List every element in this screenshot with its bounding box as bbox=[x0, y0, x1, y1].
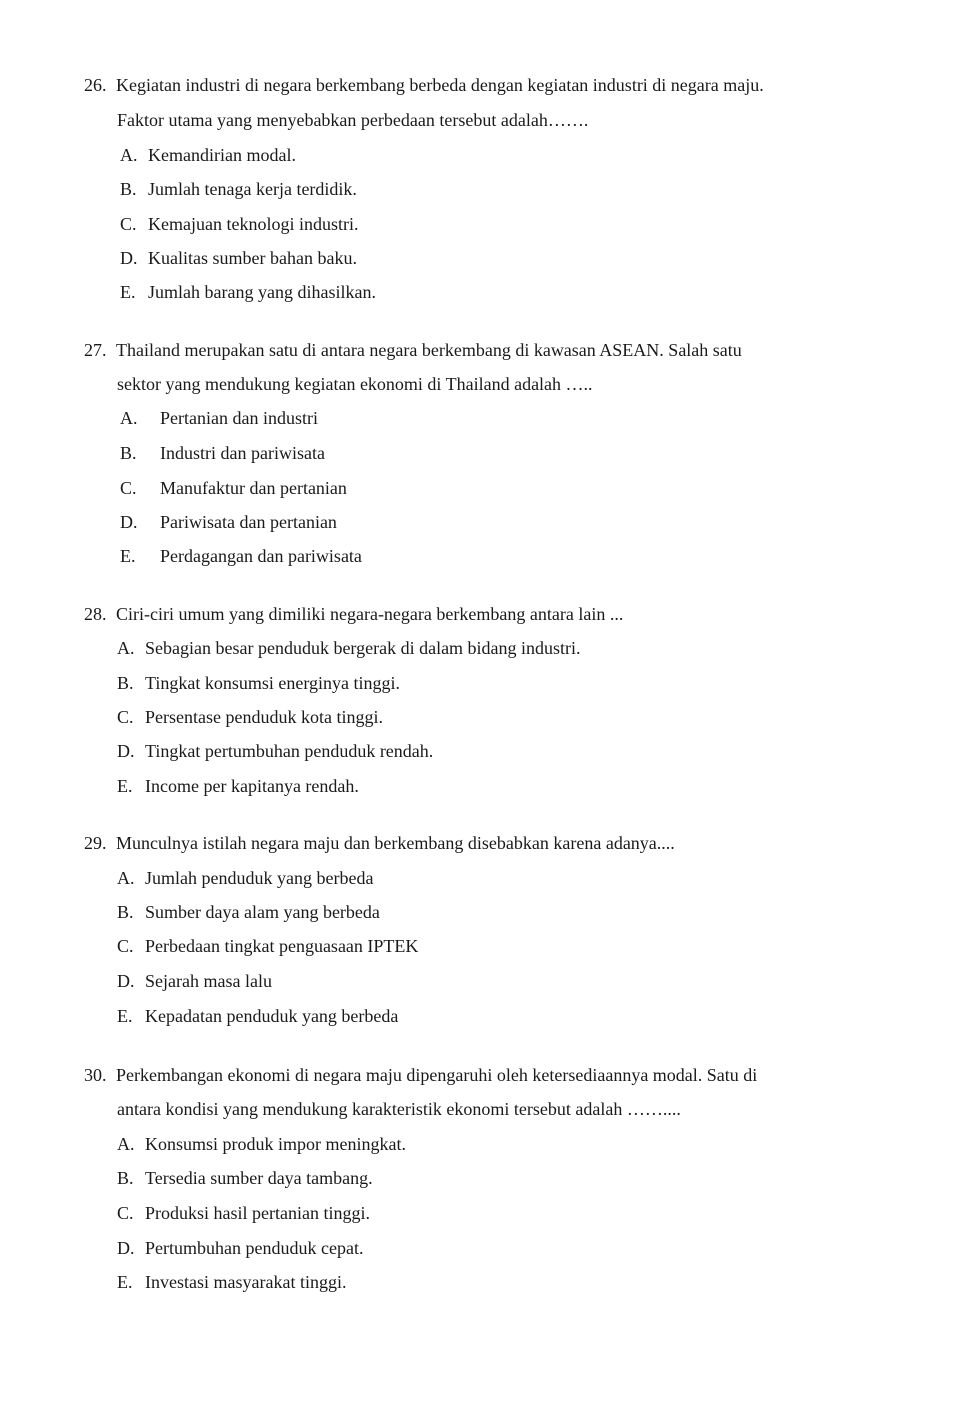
option-letter: C. bbox=[117, 936, 134, 956]
question-26-line2: Faktor utama yang menyebabkan perbedaan tersebut adalah……. bbox=[117, 110, 589, 130]
question-30-line1 bbox=[84, 1064, 757, 1086]
option-text: Kualitas sumber bahan baku. bbox=[148, 248, 357, 268]
option-letter: D. bbox=[117, 971, 135, 991]
option-text: Kemandirian modal. bbox=[148, 145, 296, 165]
option-letter: C. bbox=[117, 707, 134, 727]
option-29-d bbox=[117, 970, 272, 992]
option-text: Income per kapitanya rendah. bbox=[145, 776, 359, 796]
option-text: Pertumbuhan penduduk cepat. bbox=[145, 1238, 364, 1258]
option-text: Investasi masyarakat tinggi. bbox=[145, 1272, 347, 1292]
option-29-c bbox=[117, 935, 418, 957]
option-text: Pertanian dan industri bbox=[160, 408, 318, 428]
option-30-a bbox=[117, 1133, 406, 1155]
option-text: Jumlah barang yang dihasilkan. bbox=[148, 282, 376, 302]
question-number: 27. bbox=[84, 340, 107, 360]
option-letter: E. bbox=[117, 1272, 133, 1292]
option-letter: A. bbox=[117, 868, 135, 888]
option-letter: E. bbox=[120, 546, 136, 566]
option-letter: D. bbox=[120, 512, 138, 532]
question-27-line2: sektor yang mendukung kegiatan ekonomi di Thailand adalah ….. bbox=[117, 374, 593, 394]
option-30-c bbox=[117, 1202, 370, 1224]
question-number: 28. bbox=[84, 604, 107, 624]
option-text: Kemajuan teknologi industri. bbox=[148, 214, 359, 234]
option-letter: B. bbox=[120, 443, 137, 463]
option-text: Persentase penduduk kota tinggi. bbox=[145, 707, 383, 727]
option-26-a bbox=[120, 144, 296, 166]
option-text: Kepadatan penduduk yang berbeda bbox=[145, 1006, 399, 1026]
question-28-line1 bbox=[84, 603, 623, 625]
option-letter: A. bbox=[117, 1134, 135, 1154]
option-letter: C. bbox=[120, 214, 137, 234]
option-text: Jumlah tenaga kerja terdidik. bbox=[148, 179, 357, 199]
option-letter: D. bbox=[117, 1238, 135, 1258]
option-28-b bbox=[117, 672, 400, 694]
option-letter: B. bbox=[117, 673, 134, 693]
option-text: Sumber daya alam yang berbeda bbox=[145, 902, 380, 922]
option-letter: B. bbox=[117, 902, 134, 922]
option-26-e bbox=[120, 281, 376, 303]
option-letter: E. bbox=[117, 776, 133, 796]
question-30-line2: antara kondisi yang mendukung karakteristik ekonomi tersebut adalah …….... bbox=[117, 1099, 681, 1119]
option-text: Sejarah masa lalu bbox=[145, 971, 272, 991]
option-text: Industri dan pariwisata bbox=[160, 443, 325, 463]
option-text: Pariwisata dan pertanian bbox=[160, 512, 337, 532]
question-26-line1 bbox=[84, 74, 764, 96]
option-text: Konsumsi produk impor meningkat. bbox=[145, 1134, 406, 1154]
option-text: Produksi hasil pertanian tinggi. bbox=[145, 1203, 370, 1223]
option-text: Tingkat pertumbuhan penduduk rendah. bbox=[145, 741, 434, 761]
question-text: Munculnya istilah negara maju dan berkembang disebabkan karena adanya.... bbox=[116, 833, 675, 853]
option-27-c bbox=[120, 477, 347, 499]
option-28-e bbox=[117, 775, 359, 797]
option-letter: A. bbox=[120, 145, 138, 165]
option-text: Manufaktur dan pertanian bbox=[160, 478, 347, 498]
option-text: Perdagangan dan pariwisata bbox=[160, 546, 362, 566]
option-29-b bbox=[117, 901, 380, 923]
option-27-a bbox=[120, 407, 318, 429]
option-29-a bbox=[117, 867, 373, 889]
option-letter: E. bbox=[120, 282, 136, 302]
option-text: Sebagian besar penduduk bergerak di dalam bidang industri. bbox=[145, 638, 581, 658]
option-26-b bbox=[120, 178, 357, 200]
option-27-d bbox=[120, 511, 337, 533]
question-number: 29. bbox=[84, 833, 107, 853]
option-letter: C. bbox=[120, 478, 137, 498]
question-text: Thailand merupakan satu di antara negara berkembang di kawasan ASEAN. Salah satu bbox=[116, 340, 742, 360]
question-27-line1 bbox=[84, 339, 742, 361]
option-26-d bbox=[120, 247, 357, 269]
option-letter: B. bbox=[120, 179, 137, 199]
option-30-b bbox=[117, 1167, 373, 1189]
question-text: Kegiatan industri di negara berkembang berbeda dengan kegiatan industri di negara maju. bbox=[116, 75, 764, 95]
question-text: Ciri-ciri umum yang dimiliki negara-negara berkembang antara lain ... bbox=[116, 604, 624, 624]
option-28-c bbox=[117, 706, 383, 728]
option-text: Tingkat konsumsi energinya tinggi. bbox=[145, 673, 401, 693]
option-text: Perbedaan tingkat penguasaan IPTEK bbox=[145, 936, 419, 956]
option-letter: B. bbox=[117, 1168, 134, 1188]
option-text: Jumlah penduduk yang berbeda bbox=[145, 868, 374, 888]
question-number: 26. bbox=[84, 75, 107, 95]
option-27-e bbox=[120, 545, 362, 567]
option-28-d bbox=[117, 740, 433, 762]
option-28-a bbox=[117, 637, 581, 659]
option-letter: C. bbox=[117, 1203, 134, 1223]
option-27-b bbox=[120, 442, 325, 464]
option-letter: D. bbox=[120, 248, 138, 268]
question-29-line1 bbox=[84, 832, 675, 854]
option-29-e bbox=[117, 1005, 398, 1027]
option-text: Tersedia sumber daya tambang. bbox=[145, 1168, 373, 1188]
option-letter: D. bbox=[117, 741, 135, 761]
option-letter: A. bbox=[117, 638, 135, 658]
option-letter: A. bbox=[120, 408, 138, 428]
option-30-d bbox=[117, 1237, 363, 1259]
option-30-e bbox=[117, 1271, 346, 1293]
question-number: 30. bbox=[84, 1065, 107, 1085]
question-text: Perkembangan ekonomi di negara maju dipengaruhi oleh ketersediaannya modal. Satu di bbox=[116, 1065, 758, 1085]
option-letter: E. bbox=[117, 1006, 133, 1026]
option-26-c bbox=[120, 213, 358, 235]
